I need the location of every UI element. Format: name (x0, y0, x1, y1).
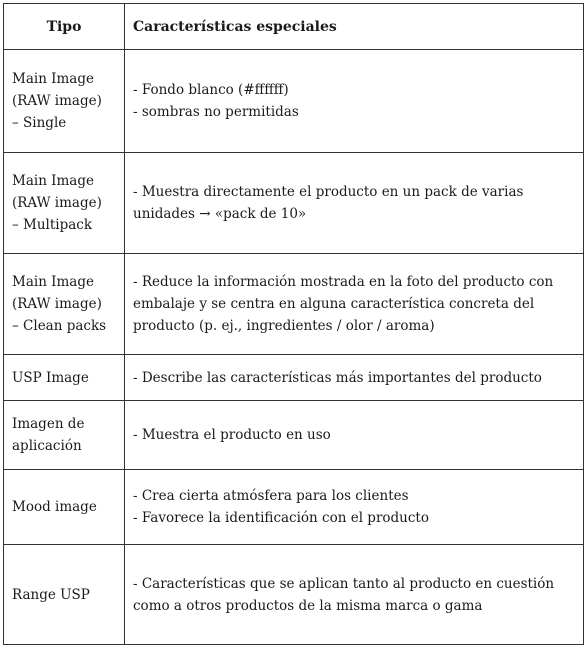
desc-cell (125, 50, 584, 153)
type-cell (4, 545, 125, 645)
type-line: Imagen de (12, 416, 85, 432)
table-row (4, 401, 584, 470)
desc-line: - Describe las características más importantes del producto (133, 369, 542, 386)
type-line: Main Image (12, 173, 94, 189)
type-line: USP Image (12, 369, 89, 386)
table-header-row (4, 4, 584, 50)
desc-line: - Reduce la información mostrada en la foto del producto con embalaje y se centra en alguna característica concreta del producto (p. ej., ingredientes / olor / aroma) (133, 274, 554, 334)
type-line: – Clean packs (12, 318, 107, 334)
desc-line: - Muestra el producto en uso (133, 427, 331, 443)
desc-cell (125, 401, 584, 470)
type-cell (4, 254, 125, 355)
image-types-table (3, 3, 584, 645)
table-row (4, 50, 584, 153)
table-row (4, 470, 584, 545)
type-cell (4, 153, 125, 254)
table-row (4, 355, 584, 401)
desc-line: - Favorece la identificación con el producto (133, 510, 429, 526)
desc-line: - Características que se aplican tanto al producto en cuestión como a otros productos de la misma marca o gama (133, 575, 555, 614)
type-line: – Multipack (12, 217, 93, 233)
type-line: (RAW image) (12, 93, 102, 109)
type-line: Main Image (12, 274, 94, 290)
desc-cell (125, 153, 584, 254)
desc-cell (125, 545, 584, 645)
desc-line: - Crea cierta atmósfera para los clientes (133, 488, 409, 504)
desc-cell (125, 254, 584, 355)
type-line: Mood image (12, 499, 97, 515)
type-cell (4, 401, 125, 470)
desc-line: - sombras no permitidas (133, 104, 299, 120)
header-caracteristicas: Características especiales (125, 4, 584, 50)
table-row (4, 254, 584, 355)
type-cell (4, 355, 125, 401)
type-line: Main Image (12, 71, 94, 87)
type-line: – Single (12, 115, 67, 131)
type-line: aplicación (12, 438, 82, 454)
header-tipo: Tipo (4, 4, 125, 50)
type-cell (4, 50, 125, 153)
desc-cell (125, 470, 584, 545)
type-line: Range USP (12, 586, 90, 603)
type-line: (RAW image) (12, 195, 102, 211)
desc-line: - Muestra directamente el producto en un pack de varias unidades → «pack de 10» (133, 184, 524, 222)
type-line: (RAW image) (12, 296, 102, 312)
type-cell (4, 470, 125, 545)
desc-line: - Fondo blanco (#ffffff) (133, 82, 289, 98)
table-row (4, 545, 584, 645)
table-row (4, 153, 584, 254)
desc-cell (125, 355, 584, 401)
